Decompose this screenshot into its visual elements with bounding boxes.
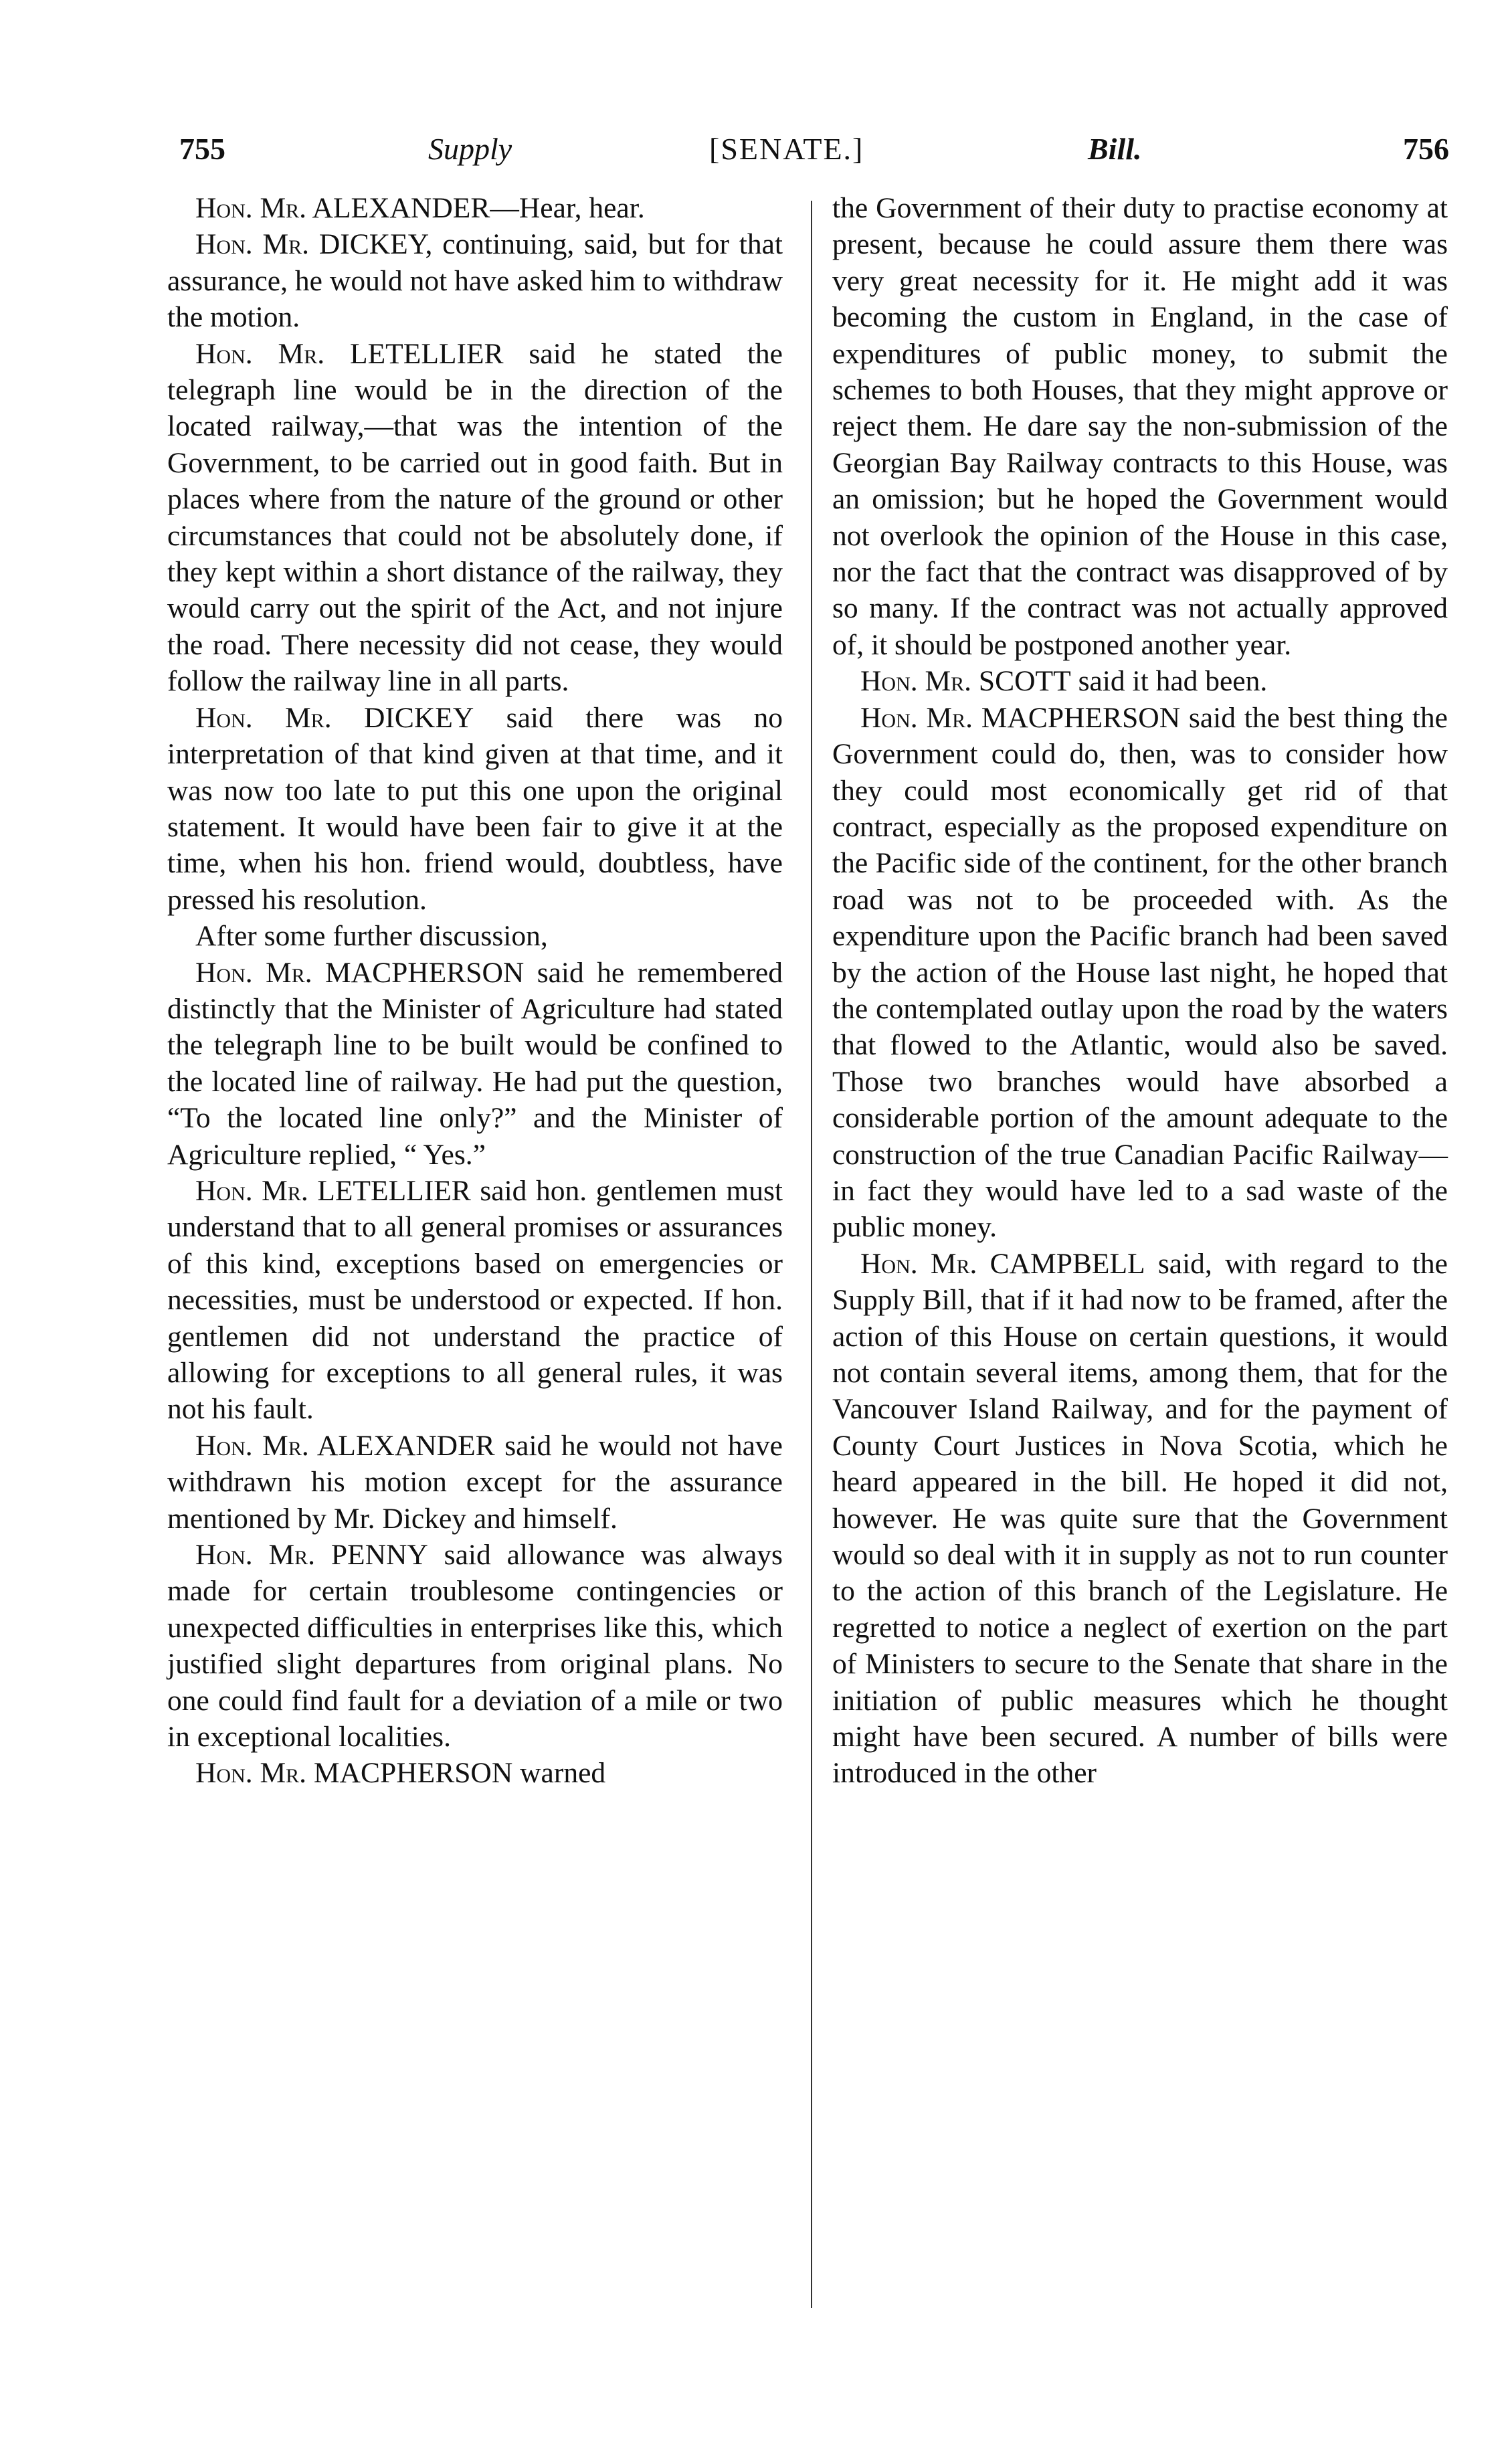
paragraph [167,955,783,1173]
column-divider [811,201,812,2308]
speaker-name: Hon. Mr. DICKEY, [195,228,433,261]
paragraph-text: After some further discussion, [195,920,548,953]
center-running-title: [SENATE.] [709,132,864,166]
paragraph [832,1246,1448,1792]
paragraph-text: said allowance was always made for certain troublesome contingencies or unexpected difficulties in enterprises like this, which justified slight departures from original plans. No one could find fault for a deviation of a mile or two in exceptional localities. [167,1539,783,1754]
left-running-title: Supply [428,132,512,166]
paragraph [167,1537,783,1755]
paragraph [167,190,783,226]
paragraph-text: said it had been. [1070,665,1268,698]
speaker-name: Hon. Mr. CAMPBELL [860,1247,1145,1280]
paragraph-text: said, with regard to the Supply Bill, that if it had now to be framed, after the action of this House on certain questions, it would not contain several items, among them, that for the Vancouver Island Railway, and for the payment of County Court Justices in Nova Scotia, which he heard appeared in the bill. He hoped it did not, however. He was quite sure that the Government would so deal with it in supply as not to run counter to the action of this branch of the Legislature. He regretted to notice a neglect of exertion on the part of Ministers to secure to the Senate that share in the initiation of public measures which he thought might have been secured. A number of bills were introduced in the other [832,1247,1448,1790]
paragraph [167,1428,783,1537]
speaker-name: Hon. Mr. SCOTT [860,665,1071,698]
left-page-number: 755 [179,132,225,166]
paragraph [832,700,1448,1246]
paragraph-text: warned [512,1757,606,1790]
speaker-name: Hon. Mr. DICKEY [195,701,474,734]
speaker-name: Hon. Mr. LETELLIER [195,337,504,370]
paragraph-text: said he would not have withdrawn his motion except for the assurance mentioned by Mr. Dickey and himself. [167,1429,783,1535]
speaker-name: Hon. Mr. ALEXANDER [195,192,490,224]
speaker-name: Hon. Mr. PENNY [195,1539,428,1572]
right-page-number: 756 [1403,132,1449,166]
paragraph-text: said the best thing the Government could do, then, was to consider how they could most economically get rid of that contract, especially as the proposed expenditure on the Pacific side of the continent, for the other branch road was not to be proceeded with. As the expenditure upon the Pacific branch had been saved by the action of the House last night, he hoped that the contemplated outlay upon the road by the waters that flowed to the Atlantic, would also be saved. Those two branches would have absorbed a considerable portion of the amount adequate to the construction of the true Canadian Pacific Railway—in fact they would have led to a sad waste of the public money. [832,701,1448,1244]
speaker-name: Hon. Mr. MACPHERSON [195,1757,513,1790]
paragraph-text: said he stated the telegraph line would be in the direction of the located railway,—that was the intention of the Government, to be carried out in good faith. But in places where from the nature of the ground or other circumstances that could not be absolutely done, if they kept within a short distance of the railway, they would carry out the spirit of the Act, and not injure the road. There necessity did not cease, they would follow the railway line in all parts. [167,337,783,698]
paragraph-text: —Hear, hear. [490,192,645,224]
paragraph-text: said there was no interpretation of that kind given at that time, and it was now too late to put this one upon the original statement. It would have been fair to give it at the time, when his hon. friend would, doubtless, have pressed his resolution. [167,701,783,916]
paragraph [167,918,783,954]
speaker-name: Hon. Mr. LETELLIER [195,1174,471,1207]
paragraph [167,226,783,335]
running-header [179,131,1449,185]
paragraph-text: said hon. gentlemen must understand that to all general promises or assurances of this kind, exceptions based on emergencies or necessities, must be understood or expected. If hon. gentlemen did not understand the practice of allowing for exceptions to all general rules, it was not his fault. [167,1174,783,1426]
speaker-name: Hon. Mr. MACPHERSON [195,956,525,989]
right-column [832,190,1448,1792]
paragraph-text: said he remembered distinctly that the Minister of Agriculture had stated the telegraph line to be built would be confined to the located line of railway. He had put the question, “To the located line only?” and the Minister of Agriculture replied, “ Yes.” [167,956,783,1171]
paragraph [167,700,783,918]
paragraph [167,1173,783,1428]
left-column [167,190,783,1792]
paragraph [832,663,1448,699]
paragraph-text: the Government of their duty to practise economy at present, because he could assure them there was very great necessity for it. He might add it was becoming the custom in England, in the case of expenditures of public money, to submit the schemes to both Houses, that they might approve or reject them. He dare say the non-submission of the Georgian Bay Railway contracts to this House, was an omission; but he hoped the Government would not overlook the opinion of the House in this case, nor the fact that the contract was disapproved of by so many. If the contract was not actually approved of, it should be postponed another year. [832,192,1448,661]
speaker-name: Hon. Mr. MACPHERSON [860,701,1181,734]
speaker-name: Hon. Mr. ALEXANDER [195,1429,495,1462]
paragraph [832,190,1448,663]
paragraph [167,1755,783,1791]
paragraph-text: continuing, said, but for that assurance, he would not have asked him to withdraw the motion. [167,228,783,334]
paragraph [167,336,783,700]
right-running-title: Bill. [1088,132,1142,166]
